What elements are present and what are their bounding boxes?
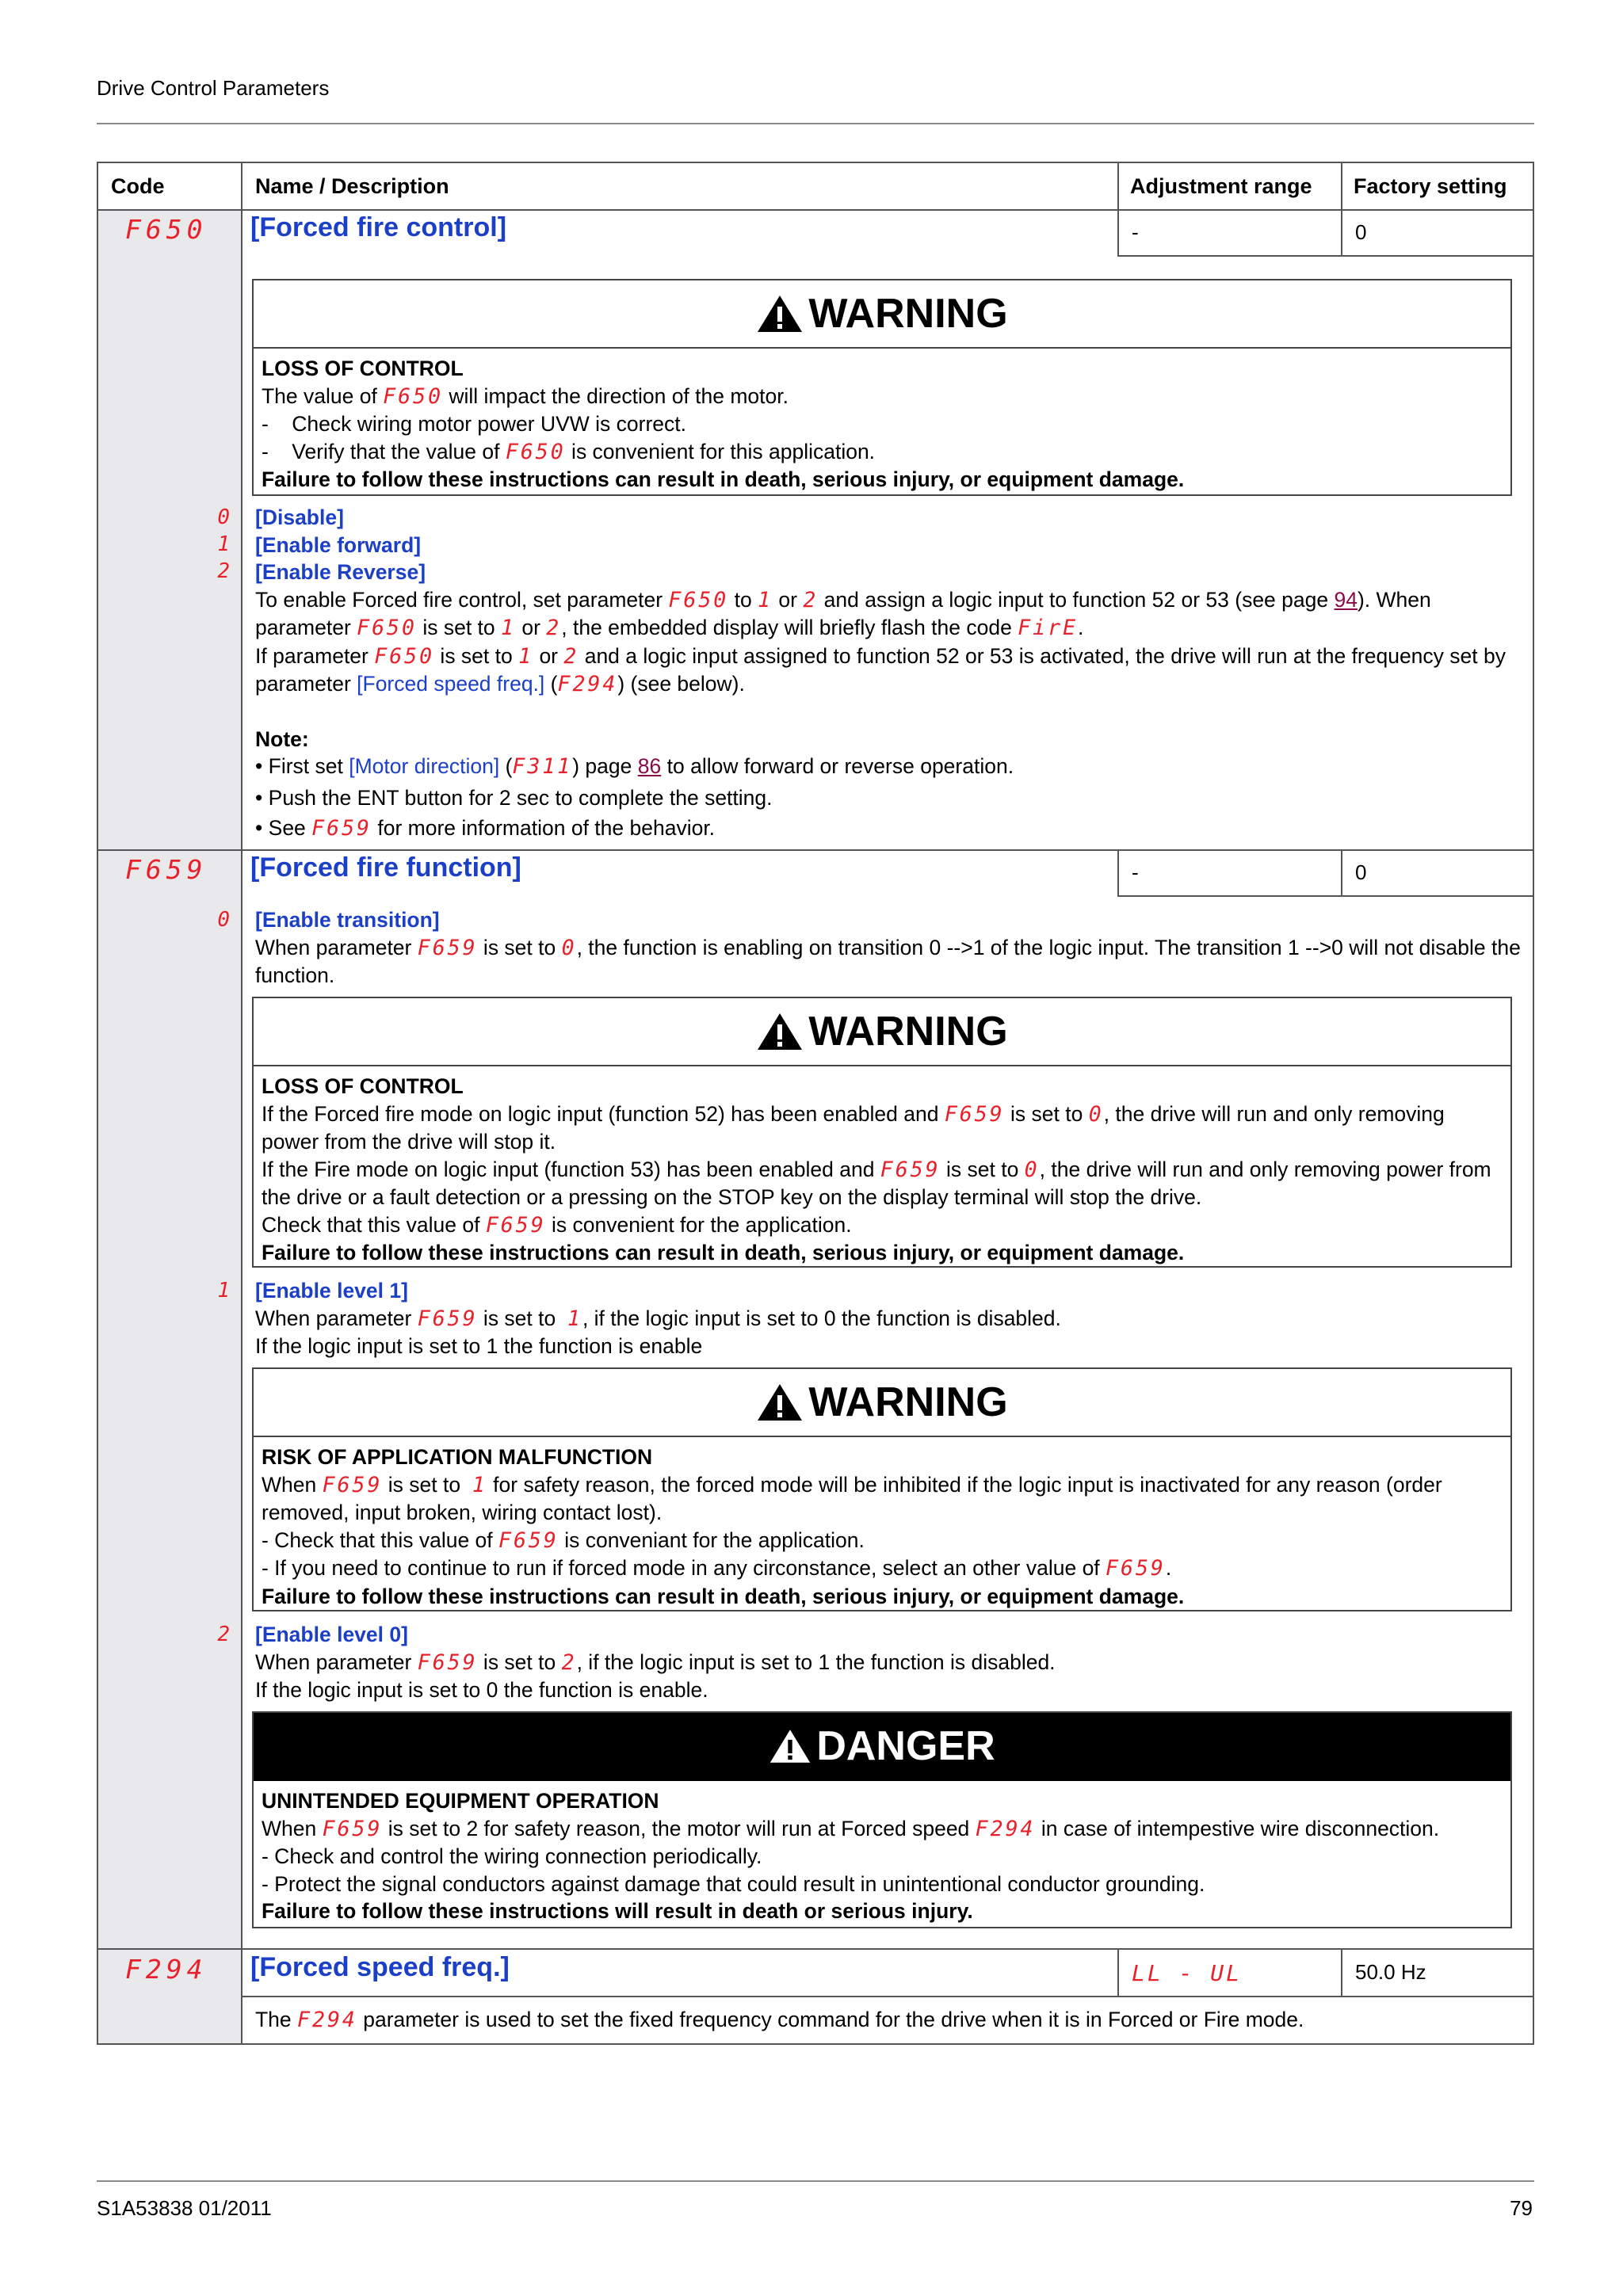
f294-subcell-mid [1341,1948,1342,1997]
footer-rule [97,2180,1534,2182]
f650-option-label: [Enable forward] [255,532,422,557]
f650-warning-box [252,279,1512,496]
warning-title: WARNING [254,280,1510,349]
f650-subcell-bottom [1117,255,1534,257]
f650-description [255,504,1526,843]
table-border-bottom [97,2043,1534,2045]
warning-title: WARNING [254,1369,1510,1437]
f659-option-2: [Enable level 0] When parameter F659 is set to 2, if the logic input is set to 1 the function is disabled. If the logic input is set to 0 the function is enable. [255,1623,1056,1702]
header-name: Name / Description [255,174,449,198]
f659-range: - [1132,860,1139,884]
warning-triangle-icon [769,1728,812,1764]
motor-direction-link[interactable]: [Motor direction] [349,754,500,778]
warning-line: - Verify that the value of F650 is convenient for this application. [262,439,876,464]
f659-option-code-2: 2 [217,1623,230,1646]
note-item: • First set [Motor direction] (F311) page 86 to allow forward or reverse operation. [255,754,1014,779]
code-column-bg [97,210,241,2044]
f659-subcell-mid [1341,849,1342,897]
f659-warning-box-1: WARNING LOSS OF CONTROL If the Forced fire mode on logic input (function 52) has been enabled and F659 is set to 0, the drive will run and only removing power from the drive will stop it. If the Fire mode on logic input (function 53) has been enabled and F659 is set to 0, the drive will run and only removing power from the drive or a fault detection or a pressing on the STOP key on the display terminal will stop the drive. Check that this value of F659 is convenient for the application. Failure to follow these instructions can result in death, serious injury, or equipment damage. [252,997,1512,1268]
f650-option-code-1: 1 [217,532,230,556]
f650-desc-paragraph-2: If parameter F650 is set to 1 or 2 and a logic input assigned to function 52 or 53 is activated, the drive will run at the frequency set by parameter [Forced speed freq.] (F294) (see below). [255,643,1506,696]
f659-subcell-bottom [1117,895,1534,897]
note-label: Note: [255,727,309,751]
f659-subcell-left [1117,849,1119,897]
page-header: Drive Control Parameters [97,76,330,100]
table-col-divider [241,162,242,2045]
f294-subcell-left [1117,1948,1119,1997]
f650-option-label: [Enable Reverse] [255,560,426,584]
f659-option-code-0: 0 [217,908,230,932]
f294-name: [Forced speed freq.] [250,1952,510,1982]
warning-consequence: Failure to follow these instructions can result in death, serious injury, or equipment damage. [262,467,1185,491]
note-item: • See F659 for more information of the behavior. [255,816,716,841]
warning-line: The value of F650 will impact the direction of the motor. [262,383,789,409]
header-factory: Factory setting [1354,174,1507,198]
f650-option-label: [Disable] [255,505,344,529]
f650-code: F650 [125,214,208,245]
table-border-left [97,162,98,2045]
forced-speed-link[interactable]: [Forced speed freq.] [357,672,545,696]
header-divider-factory [1341,162,1342,211]
footer-doc-id: S1A53838 01/2011 [97,2196,272,2220]
warning-triangle-icon [756,1383,804,1422]
f659-warning-box-2: WARNING RISK OF APPLICATION MALFUNCTION When F659 is set to 1 for safety reason, the forced mode will be inhibited if the logic input is inactivated for any reason (order removed, input broken, wiring contact lost). - Check that this value of F659 is conveniant for the application. - If you need to continue to run if forced mode in any circonstance, select an other value of F659. Failure to follow these instructions can result in death, serious injury, or equipment damage. [252,1367,1512,1611]
warning-triangle-icon [756,294,804,334]
f659-name: [Forced fire function] [250,852,521,883]
header-code: Code [111,174,165,198]
warning-triangle-icon [756,1012,804,1051]
f650-option-code-2: 2 [217,559,230,583]
danger-title: DANGER [254,1713,1510,1781]
row-separator-f659 [97,849,1534,851]
page-number: 79 [1510,2196,1533,2220]
header-range: Adjustment range [1130,174,1312,198]
row-separator-f294 [97,1948,1534,1950]
f659-option-code-1: 1 [217,1279,230,1302]
table-border-top [97,162,1534,163]
f294-description: The F294 parameter is used to set the fixed frequency command for the drive when it is in Forced or Fire mode. [255,2008,1304,2032]
warning-line: - Check wiring motor power UVW is correct. [262,412,687,436]
header-divider-range [1117,162,1119,211]
f650-desc-paragraph-1: To enable Forced fire control, set parameter F650 to 1 or 2 and assign a logic input to function 52 or 53 (see page 94). When parameter F650 is set to 1 or 2, the embedded display will briefly flash the code FirE. [255,587,1431,640]
f294-range: LL - UL [1132,1960,1243,1986]
page-link[interactable]: 86 [637,754,662,778]
header-rule [97,123,1534,124]
f659-option-1: [Enable level 1] When parameter F659 is set to 1, if the logic input is set to 0 the function is disabled. If the logic input is set to 1 the function is enable [255,1279,1061,1358]
f294-subcell-bottom [241,1996,1534,1997]
warning-heading: LOSS OF CONTROL [262,357,464,380]
f650-factory: 0 [1355,220,1367,244]
f659-factory: 0 [1355,860,1367,884]
note-item: • Push the ENT button for 2 sec to complete the setting. [255,785,773,810]
f650-option-code-0: 0 [217,505,230,529]
f650-name: [Forced fire control] [250,212,507,242]
f294-factory: 50.0 Hz [1355,1960,1426,1984]
f659-code: F659 [125,854,208,885]
f659-danger-box: DANGER UNINTENDED EQUIPMENT OPERATION When F659 is set to 2 for safety reason, the motor will run at Forced speed F294 in case of intempestive wire disconnection. - Check and control the wiring connection periodically. - Protect the signal conductors against damage that could result in unintentional conductor grounding. Failure to follow these instructions will result in death or serious injury. [252,1711,1512,1928]
f650-subcell-mid [1341,209,1342,257]
table-header-bottom [97,209,1534,211]
warning-title: WARNING [254,998,1510,1066]
f650-subcell-left [1117,209,1119,257]
f659-option-0: [Enable transition] When parameter F659 is set to 0, the function is enabling on transition 0 -->1 of the logic input. The transition 1 -->0 will not disable the function. [255,908,1521,987]
f294-code: F294 [125,1954,208,1985]
table-border-right [1533,162,1534,2045]
f650-range: - [1132,220,1139,244]
page-link[interactable]: 94 [1334,587,1358,612]
